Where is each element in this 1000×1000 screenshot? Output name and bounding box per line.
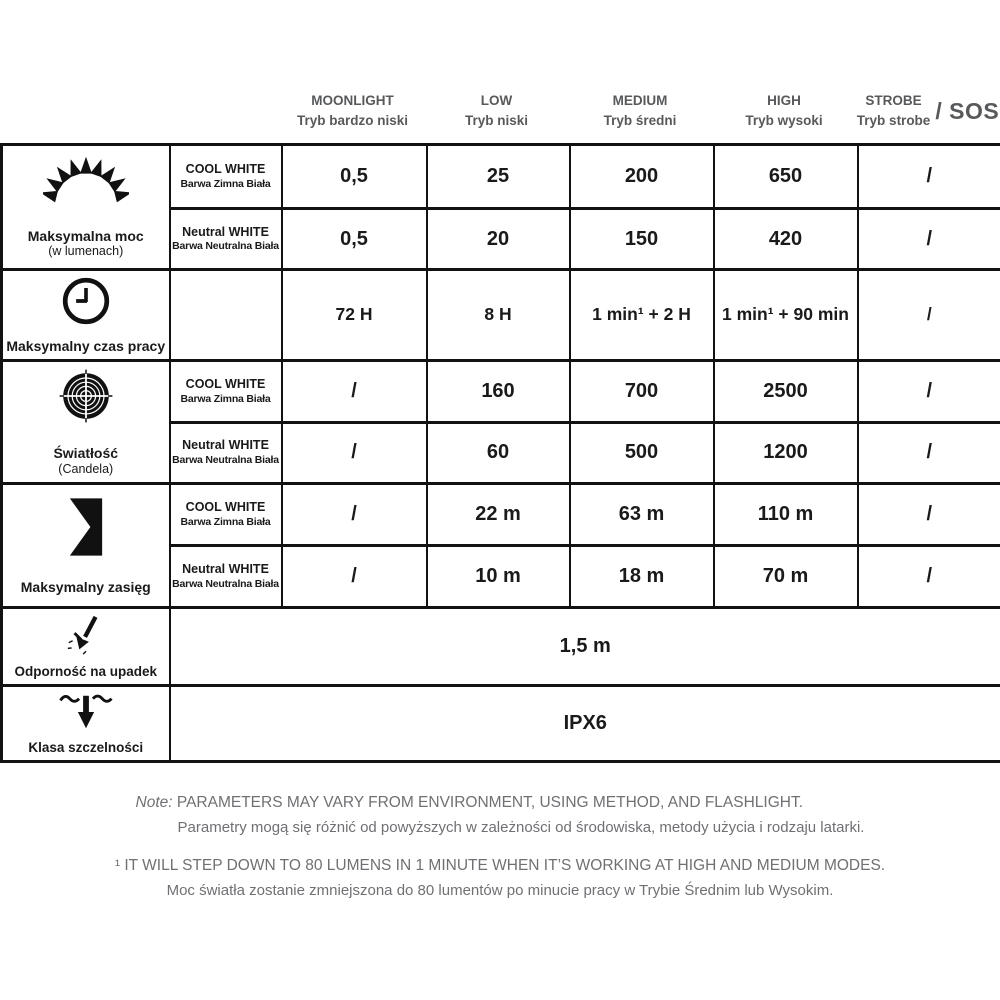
table-row — [2, 685, 1000, 761]
cell-runtime-low: 8 H — [427, 270, 570, 361]
row-header-max-power — [2, 145, 170, 270]
cell-power-cool-medium: 200 — [570, 145, 714, 209]
sublabel-neutral-white: Neutral WHITE Barwa Neutralna Biała — [170, 209, 282, 270]
header-spacer-icon-col — [0, 131, 168, 143]
cell-range-cool-strobe: / — [858, 483, 1000, 545]
mode-header-moonlight — [280, 91, 425, 144]
mode-header-row — [0, 0, 1000, 143]
note-parameters — [136, 790, 865, 840]
sublabel-cool-white: COOL WHITE Barwa Zimna Biała — [170, 145, 282, 209]
cell-intensity-neutral-low: 60 — [427, 422, 570, 483]
mode-name-pl: Tryb strobe — [856, 112, 931, 128]
mode-name-en: MOONLIGHT — [311, 92, 394, 108]
cell-range-neutral-high: 70 m — [714, 545, 858, 607]
row-label-waterproof: Klasa szczelności — [28, 739, 144, 755]
cell-waterproof-value: IPX6 — [170, 685, 1000, 761]
empty-cell — [170, 270, 282, 361]
cell-range-cool-low: 22 m — [427, 483, 570, 545]
spec-table — [0, 143, 1000, 763]
cell-intensity-cool-medium: 700 — [570, 360, 714, 422]
sublabel-cool-white: COOL WHITE Barwa Zimna Biała — [170, 483, 282, 545]
mode-header-high — [712, 91, 856, 144]
cell-runtime-medium: 1 min¹ + 2 H — [570, 270, 714, 361]
row-label-range: Maksymalny zasięg — [20, 579, 151, 596]
table-row — [2, 145, 1000, 209]
cell-range-neutral-strobe: / — [858, 545, 1000, 607]
cell-intensity-neutral-moonlight: / — [282, 422, 427, 483]
table-row — [2, 607, 1000, 685]
note-stepdown — [0, 853, 1000, 903]
cell-intensity-cool-low: 160 — [427, 360, 570, 422]
row-header-impact — [2, 607, 170, 685]
row-label-intensity: Światłość (Candela) — [53, 445, 119, 477]
mode-name-pl: Tryb średni — [603, 112, 677, 128]
cell-power-neutral-high: 420 — [714, 209, 858, 270]
cell-power-cool-strobe: / — [858, 145, 1000, 209]
note-prefix: Note: — [135, 794, 173, 812]
cell-range-neutral-low: 10 m — [427, 545, 570, 607]
header-spacer-sublabel-col — [168, 131, 280, 143]
cell-power-neutral-moonlight: 0,5 — [282, 209, 427, 270]
cell-intensity-neutral-high: 1200 — [714, 422, 858, 483]
cell-range-cool-moonlight: / — [282, 483, 427, 545]
mode-name-pl: Tryb niski — [464, 112, 529, 128]
row-header-range — [2, 483, 170, 607]
sun-icon — [43, 155, 129, 214]
row-header-waterproof — [2, 685, 170, 761]
fall-impact-icon — [62, 613, 110, 662]
cell-runtime-moonlight: 72 H — [282, 270, 427, 361]
cell-intensity-cool-high: 2500 — [714, 360, 858, 422]
note-stepdown-en: ¹ IT WILL STEP DOWN TO 80 LUMENS IN 1 MINUTE WHEN IT’S WORKING AT HIGH AND MEDIUM MODES. — [114, 857, 886, 875]
mode-header-medium — [568, 91, 712, 144]
clock-icon — [60, 275, 112, 332]
row-label-runtime: Maksymalny czas pracy — [6, 338, 166, 354]
target-icon — [56, 366, 116, 431]
cell-range-neutral-medium: 18 m — [570, 545, 714, 607]
table-row — [2, 483, 1000, 545]
mode-name-pl: Tryb bardzo niski — [296, 112, 409, 128]
cell-intensity-cool-moonlight: / — [282, 360, 427, 422]
water-resistance-icon — [57, 691, 115, 738]
cell-runtime-strobe: / — [858, 270, 1000, 361]
sublabel-neutral-white: Neutral WHITE Barwa Neutralna Biała — [170, 422, 282, 483]
mode-name-en: MEDIUM — [612, 92, 668, 108]
cell-range-cool-high: 110 m — [714, 483, 858, 545]
mode-header-low — [425, 91, 568, 144]
table-row — [2, 270, 1000, 361]
cell-intensity-neutral-medium: 500 — [570, 422, 714, 483]
note-stepdown-pl: Moc światła zostanie zmniejszona do 80 lumentów po minucie pracy w Trybie Średnim lub Wysokim. — [166, 882, 834, 900]
cell-impact-value: 1,5 m — [170, 607, 1000, 685]
cell-power-neutral-low: 20 — [427, 209, 570, 270]
cell-runtime-high: 1 min¹ + 90 min — [714, 270, 858, 361]
sublabel-neutral-white: Neutral WHITE Barwa Neutralna Biała — [170, 545, 282, 607]
mode-name-pl: Tryb wysoki — [745, 112, 823, 128]
cell-power-neutral-strobe: / — [858, 209, 1000, 270]
beam-icon — [63, 494, 109, 565]
row-label-impact: Odporność na upadek — [14, 663, 158, 679]
note-parameters-pl: Parametry mogą się różnić od powyższych w zależności od środowiska, metody użycia i rodzaju latarki. — [177, 818, 865, 836]
cell-intensity-cool-strobe: / — [858, 360, 1000, 422]
row-header-runtime — [2, 270, 170, 361]
mode-name-en: LOW — [480, 92, 513, 108]
note-parameters-en: Note: PARAMETERS MAY VARY FROM ENVIRONMENT, USING METHOD, AND FLASHLIGHT. — [135, 794, 804, 812]
cell-range-cool-medium: 63 m — [570, 483, 714, 545]
cell-power-cool-low: 25 — [427, 145, 570, 209]
cell-power-cool-high: 650 — [714, 145, 858, 209]
footnotes — [0, 790, 1000, 904]
mode-name-en: HIGH — [767, 92, 801, 108]
cell-range-neutral-moonlight: / — [282, 545, 427, 607]
mode-name-en: STROBE — [865, 92, 922, 108]
cell-intensity-neutral-strobe: / — [858, 422, 1000, 483]
cell-power-neutral-medium: 150 — [570, 209, 714, 270]
sos-label: / SOS — [935, 97, 1000, 124]
table-row — [2, 360, 1000, 422]
row-header-intensity — [2, 360, 170, 483]
sublabel-cool-white: COOL WHITE Barwa Zimna Biała — [170, 360, 282, 422]
row-label-max-power: Maksymalna moc (w lumenach) — [27, 227, 144, 259]
cell-power-cool-moonlight: 0,5 — [282, 145, 427, 209]
mode-header-strobe-sos — [856, 91, 1000, 144]
